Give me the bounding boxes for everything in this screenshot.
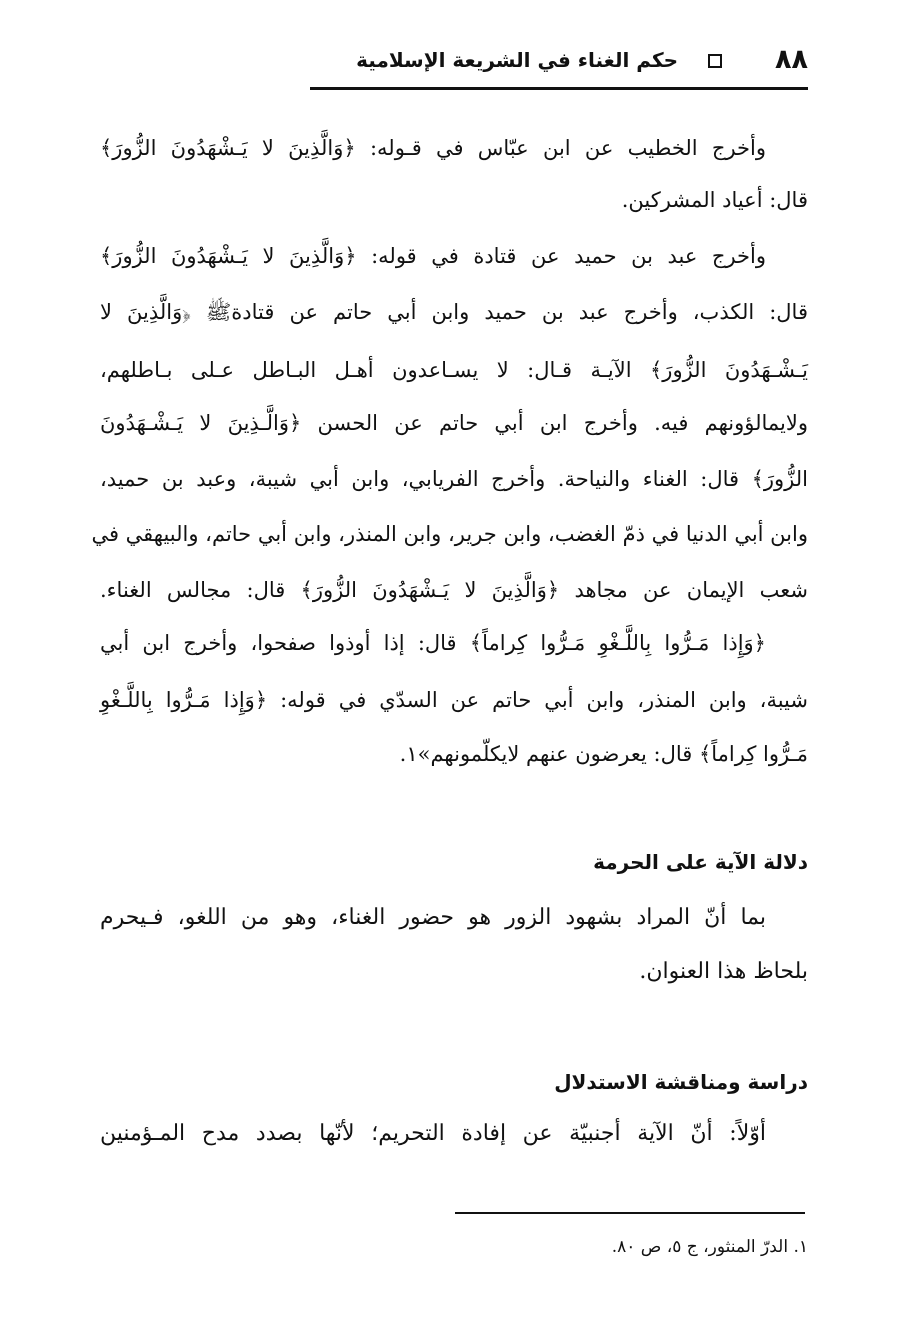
paragraph-line: وأخرج الخطيب عن ابن عبّاس في قـوله: ﴿وَالَّذِينَ لا يَـشْهَدُونَ الزُّورَ﴾ bbox=[100, 136, 766, 160]
paragraph-line: بما أنّ المراد بشهود الزور هو حضور الغناء، وهو من اللغو، فـيحرم bbox=[100, 905, 766, 930]
paragraph-line: وابن أبي الدنيا في ذمّ الغضب، وابن جرير، وابن المنذر، وابن أبي حاتم، والبيهقي في bbox=[91, 522, 808, 546]
book-title: حكم الغناء في الشريعة الإسلامية bbox=[356, 48, 678, 72]
square-ornament-icon bbox=[708, 54, 722, 68]
paragraph-line: ولايمالؤونهم فيه. وأخرج ابن أبي حاتم عن الحسن ﴿وَالَّـذِينَ لا يَـشْـهَدُونَ bbox=[100, 411, 808, 435]
paragraph-line: قال: الكذب، وأخرج عبد بن حميد وابن أبي حاتم عن قتادةﷺ ﴿وَالَّذِينَ لا bbox=[100, 300, 808, 324]
section-heading: دراسة ومناقشة الاستدلال bbox=[554, 1070, 808, 1094]
paragraph-line: قال: أعياد المشركين. bbox=[621, 188, 808, 212]
paragraph-line: بلحاظ هذا العنوان. bbox=[639, 959, 808, 984]
paragraph-line: الزُّورَ﴾ قال: الغناء والنياحة. وأخرج الفريابي، وابن أبي شيبة، وعبد بن حميد، bbox=[100, 467, 808, 491]
running-header bbox=[310, 38, 808, 82]
section-heading: دلالة الآية على الحرمة bbox=[593, 850, 808, 874]
paragraph-line: ﴿وَإِذا مَـرُّوا بِاللَّـغْوِ مَـرُّوا كِراماً﴾ قال: إذا أوذوا صفحوا، وأخرج ابن أبي bbox=[100, 631, 766, 655]
paragraph-line: أوّلاً: أنّ الآية أجنبيّة عن إفادة التحريم؛ لأنّها بصدد مدح المـؤمنين bbox=[100, 1121, 766, 1146]
paragraph-line: مَـرُّوا كِراماً﴾ قال: يعرضون عنهم لايكلّمونهم»١. bbox=[399, 742, 808, 766]
header-rule bbox=[310, 87, 808, 90]
paragraph-line: شيبة، وابن المنذر، وابن أبي حاتم عن السدّي في قوله: ﴿وَإِذا مَـرُّوا بِاللَّـغْوِ bbox=[100, 688, 808, 712]
page-number: ٨٨ bbox=[775, 44, 808, 75]
footnote-rule bbox=[455, 1212, 805, 1214]
paragraph-line: يَـشْـهَدُونَ الزُّورَ﴾ الآيـة قـال: لا يسـاعدون أهـل البـاطل عـلى بـاطلهم، bbox=[100, 358, 808, 382]
footnote: ١. الدرّ المنثور، ج ٥، ص ٨٠. bbox=[611, 1237, 808, 1257]
paragraph-line: وأخرج عبد بن حميد عن قتادة في قوله: ﴿وَالَّذِينَ لا يَـشْهَدُونَ الزُّورَ﴾ bbox=[100, 244, 766, 268]
paragraph-line: شعب الإيمان عن مجاهد ﴿وَالَّذِينَ لا يَـشْهَدُونَ الزُّورَ﴾ قال: مجالس الغناء. bbox=[100, 578, 808, 602]
